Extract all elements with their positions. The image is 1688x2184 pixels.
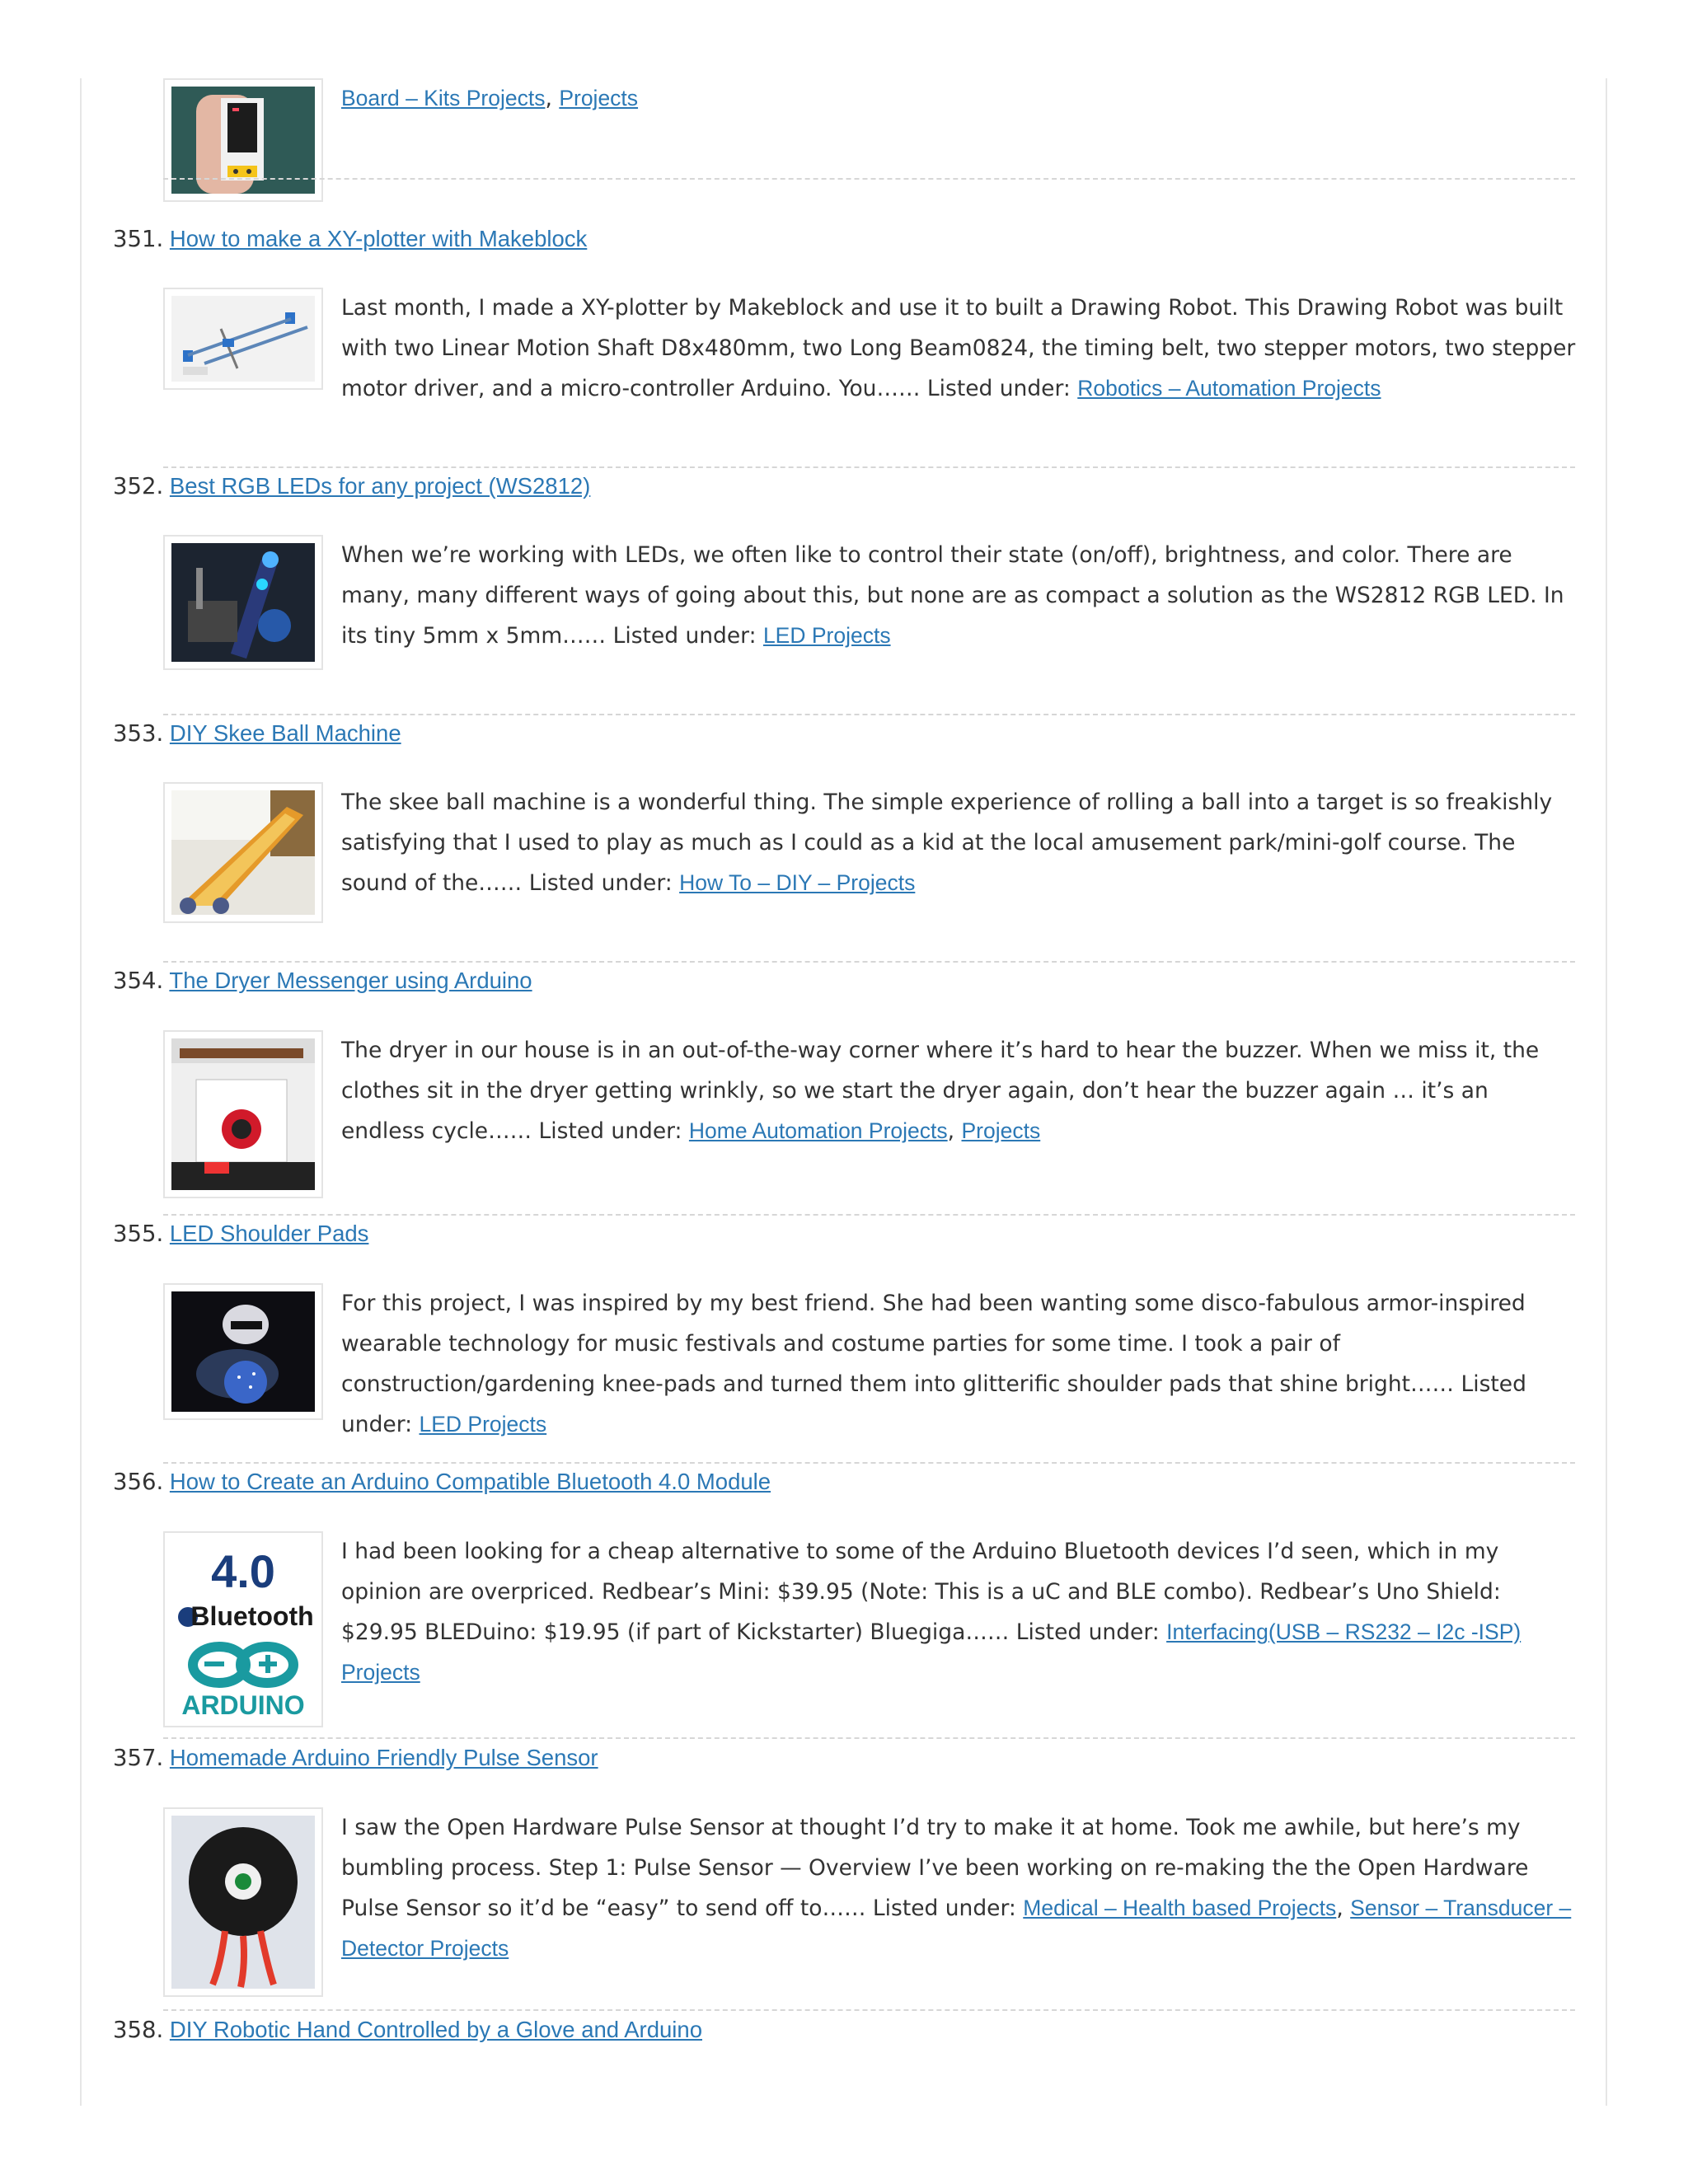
item-title-link[interactable]: Best RGB LEDs for any project (WS2812): [169, 473, 591, 499]
list-item-heading: 352. Best RGB LEDs for any project (WS2812): [113, 473, 591, 499]
item-title-link[interactable]: The Dryer Messenger using Arduino: [169, 968, 532, 993]
svg-text:ARDUINO: ARDUINO: [181, 1690, 305, 1719]
content-frame-right-border: [1606, 78, 1607, 2106]
item-description: The dryer in our house is in an out-of-the-way corner where it’s hard to hear the buzzer. When we miss it, the clothes sit in the dryer getting wrinkly, so we start the dryer again, don’t hear the buzzer again … it’s an endless cycle…… Listed under: Home Automation Projects, Projects: [341, 1038, 1540, 1144]
category-link[interactable]: Interfacing(USB – RS232 – I2c -ISP) Projects: [341, 1619, 1522, 1685]
thumbnail-shoulder-pads[interactable]: [163, 1283, 323, 1420]
category-link[interactable]: Medical – Health based Projects: [1023, 1896, 1337, 1920]
list-item-heading: 358. DIY Robotic Hand Controlled by a Glove and Arduino: [113, 2017, 703, 2043]
skee-ball-image: [171, 790, 315, 915]
item-title-link[interactable]: How to Create an Arduino Compatible Bluetooth 4.0 Module: [169, 1469, 771, 1494]
pulse-sensor-image: [171, 1816, 315, 1989]
content-frame-left-border: [80, 78, 82, 2106]
entry-divider: [163, 1737, 1575, 1739]
list-item-heading: 354. The Dryer Messenger using Arduino: [113, 968, 532, 994]
thumbnail-rgb-leds[interactable]: [163, 535, 323, 670]
svg-text:Bluetooth: Bluetooth: [190, 1601, 314, 1631]
item-description: I had been looking for a cheap alternative to some of the Arduino Bluetooth devices I’d seen, which in my opinion are overpriced. Redbear’s Mini: $39.95 (Note: This is a uC and BLE combo). Redbear’s Uno Shield: $29.95 BLEDuino: $19.95 (if part of Kickstarter) Bluegiga…… Listed under: Interfacing(USB – RS232 – I2c -ISP) Projects: [341, 1539, 1522, 1685]
item-title-link[interactable]: How to make a XY-plotter with Makeblock: [169, 226, 588, 251]
xy-plotter-image: [171, 296, 315, 382]
entry-divider: [163, 2009, 1575, 2011]
thumbnail-pulse-sensor[interactable]: [163, 1807, 323, 1997]
item-description: I saw the Open Hardware Pulse Sensor at thought I’d try to make it at home. Took me awhile, but here’s my bumbling process. Step 1: Pulse Sensor — Overview I’ve been working on re-making the the Open Hardware Pulse Sensor so it’d be “easy” to send off to…… Listed under: Medical – Health based Projects, Sensor – Transducer – Detector Projects: [341, 1815, 1572, 1961]
thumbnail-xy-plotter[interactable]: [163, 288, 323, 390]
list-item-heading: 356. How to Create an Arduino Compatible Bluetooth 4.0 Module: [113, 1469, 771, 1495]
category-link[interactable]: LED Projects: [419, 1412, 547, 1436]
item-description: For this project, I was inspired by my best friend. She had been wanting some disco-fabulous armor-inspired wearable technology for music festivals and costume parties for some time. I took a pair of construction/gardening knee-pads and turned them into glitterific shoulder pads that shine bright…… Listed under: LED Projects: [341, 1291, 1526, 1437]
svg-text:4.0: 4.0: [211, 1545, 275, 1597]
thumbnail-board-kit[interactable]: [163, 78, 323, 202]
item-title-link[interactable]: DIY Skee Ball Machine: [169, 720, 401, 746]
category-link[interactable]: Home Automation Projects: [688, 1118, 948, 1143]
entry-divider: [163, 178, 1575, 180]
list-item-heading: 353. DIY Skee Ball Machine: [113, 720, 401, 747]
entry-divider: [163, 1462, 1575, 1464]
item-description: When we’re working with LEDs, we often like to control their state (on/off), brightness, and color. There are many, many different ways of going about this, but none are as compact a solution as the WS2812 RGB LED. In its tiny 5mm x 5mm…… Listed under: LED Projects: [341, 542, 1564, 649]
entry-divider: [163, 1214, 1575, 1216]
category-link[interactable]: Projects: [961, 1118, 1041, 1143]
thumbnail-dryer-messenger[interactable]: [163, 1030, 323, 1198]
category-link[interactable]: Robotics – Automation Projects: [1077, 376, 1381, 401]
category-link[interactable]: LED Projects: [762, 623, 891, 648]
entry-divider: [163, 466, 1575, 468]
item-title-link[interactable]: DIY Robotic Hand Controlled by a Glove and Arduino: [169, 2017, 703, 2042]
dryer-messenger-image: [171, 1038, 315, 1190]
category-link-projects[interactable]: Projects: [559, 86, 639, 110]
entry-divider: [163, 714, 1575, 715]
rgb-leds-image: [171, 543, 315, 662]
item-title-link[interactable]: LED Shoulder Pads: [169, 1221, 369, 1246]
category-link-board-kits[interactable]: Board – Kits Projects: [341, 86, 546, 110]
bluetooth-arduino-logo-image: [171, 1540, 315, 1719]
thumbnail-bluetooth-arduino[interactable]: [163, 1531, 323, 1727]
thumbnail-skee-ball[interactable]: [163, 782, 323, 923]
list-item-heading: 357. Homemade Arduino Friendly Pulse Sensor: [113, 1745, 598, 1771]
entry-divider: [163, 961, 1575, 963]
item-description: The skee ball machine is a wonderful thing. The simple experience of rolling a ball into a target is so freakishly satisfying that I used to play as much as I could as a kid at the local amusement park/mini-golf course. The sound of the…… Listed under: How To – DIY – Projects: [341, 790, 1553, 896]
item-description: Last month, I made a XY-plotter by Makeblock and use it to built a Drawing Robot. This Drawing Robot was built with two Linear Motion Shaft D8x480mm, two Long Beam0824, the timing belt, two stepper motors, two stepper motor driver, and a micro-controller Arduino. You…… Listed under: Robotics – Automation Projects: [341, 295, 1576, 401]
list-item-heading: 355. LED Shoulder Pads: [113, 1221, 369, 1247]
category-link[interactable]: Sensor – Transducer – Detector Projects: [341, 1896, 1572, 1961]
item-title-link[interactable]: Homemade Arduino Friendly Pulse Sensor: [169, 1745, 598, 1770]
list-item-heading: 351. How to make a XY-plotter with Makeblock: [113, 226, 588, 252]
category-link[interactable]: How To – DIY – Projects: [679, 870, 916, 895]
shoulder-pads-image: [171, 1291, 315, 1412]
top-entry-categories: Board – Kits Projects, Projects: [341, 86, 639, 111]
